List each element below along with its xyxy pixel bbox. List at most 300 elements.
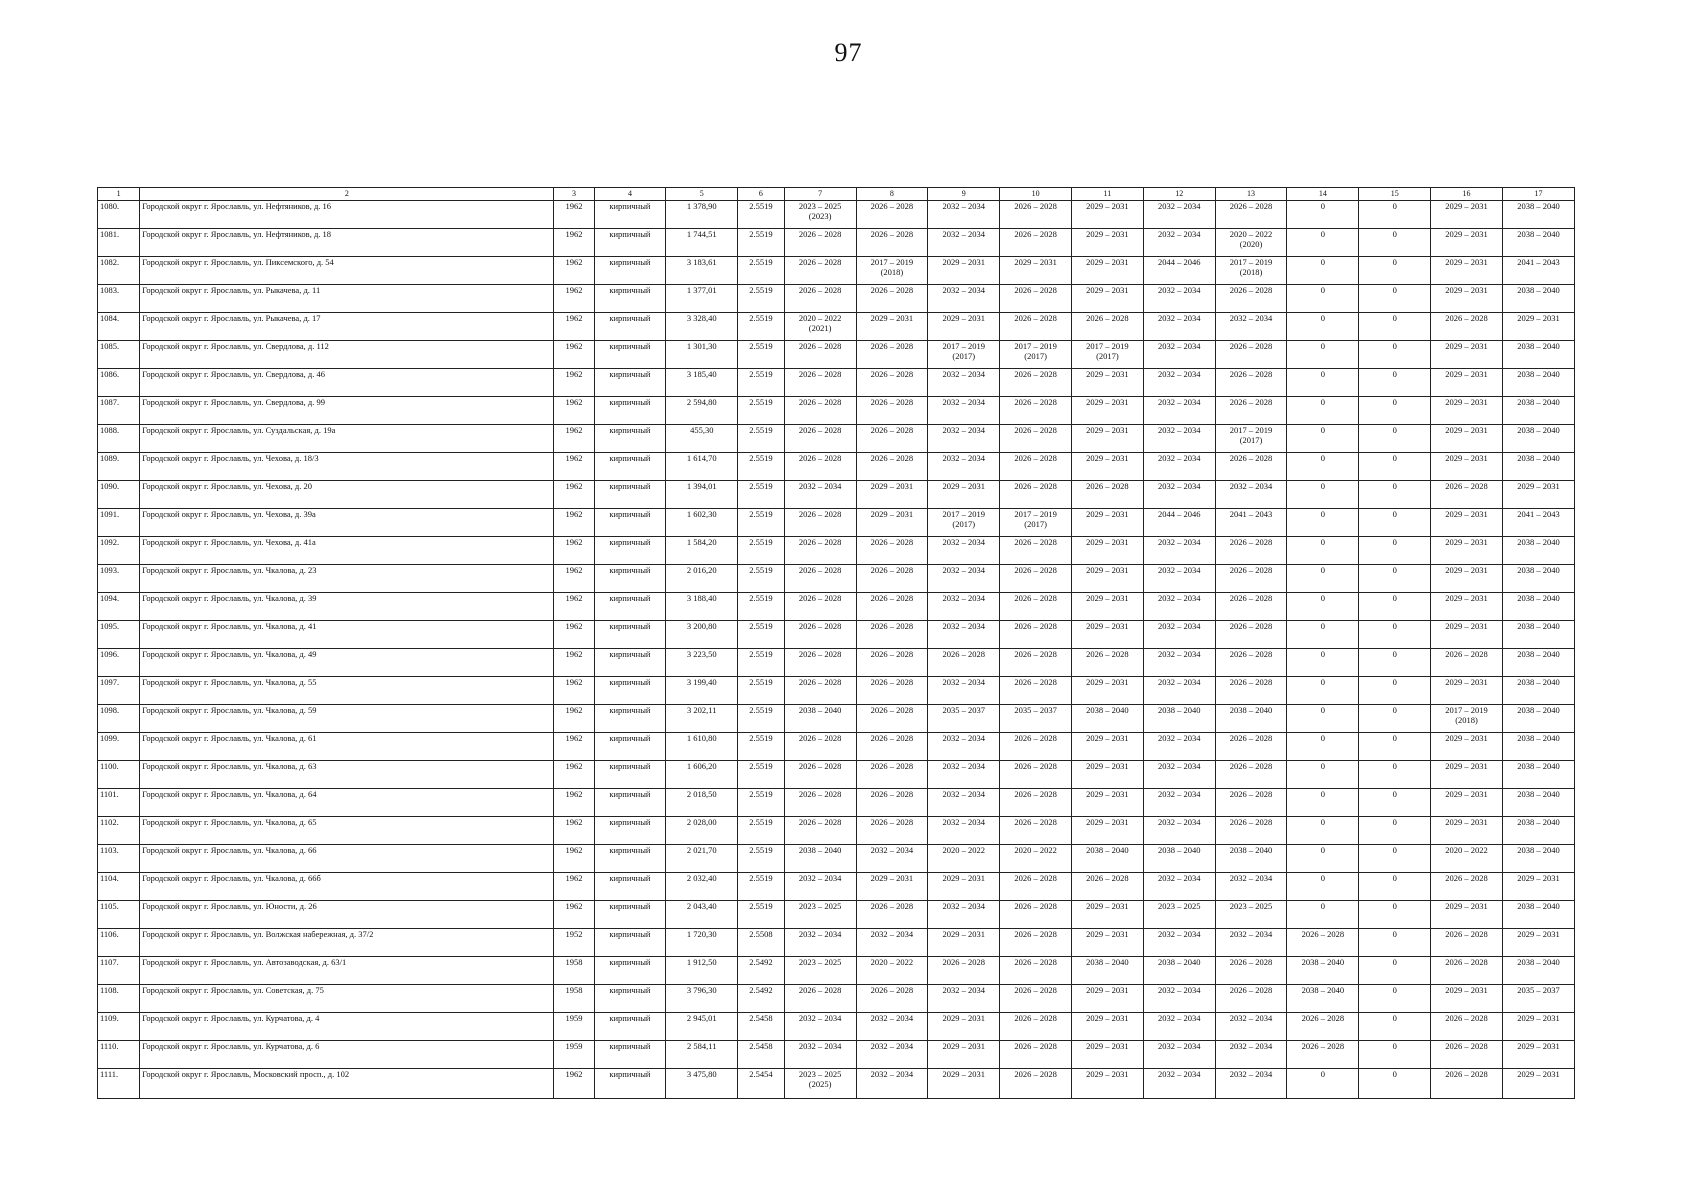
cell-period-11: 2026 – 2028 bbox=[1071, 873, 1143, 901]
cell-wall-material: кирпичный bbox=[594, 1041, 666, 1069]
cell-period-7: 2032 – 2034 bbox=[784, 1041, 856, 1069]
cell-period-17: 2038 – 2040 bbox=[1502, 957, 1574, 985]
cell-period-13: 2032 – 2034 bbox=[1215, 1069, 1287, 1099]
cell-period-17: 2038 – 2040 bbox=[1502, 901, 1574, 929]
column-header-11: 11 bbox=[1071, 188, 1143, 201]
cell-address: Городской округ г. Ярославль, ул. Советская, д. 75 bbox=[140, 985, 554, 1013]
cell-period-16: 2026 – 2028 bbox=[1431, 957, 1503, 985]
cell-period-11: 2038 – 2040 bbox=[1071, 957, 1143, 985]
cell-period-11: 2029 – 2031 bbox=[1071, 1013, 1143, 1041]
cell-period-14: 0 bbox=[1287, 761, 1359, 789]
cell-period-7: 2026 – 2028 bbox=[784, 341, 856, 369]
cell-period-8: 2026 – 2028 bbox=[856, 453, 928, 481]
cell-coefficient: 2.5519 bbox=[738, 285, 784, 313]
cell-period-7: 2023 – 2025 (2025) bbox=[784, 1069, 856, 1099]
cell-period-10: 2026 – 2028 bbox=[1000, 285, 1072, 313]
cell-area: 3 796,30 bbox=[666, 985, 738, 1013]
cell-period-10: 2026 – 2028 bbox=[1000, 901, 1072, 929]
cell-period-12: 2032 – 2034 bbox=[1143, 1013, 1215, 1041]
cell-period-13: 2017 – 2019 (2017) bbox=[1215, 425, 1287, 453]
cell-period-9: 2032 – 2034 bbox=[928, 789, 1000, 817]
table-row bbox=[98, 621, 1575, 649]
cell-period-14: 0 bbox=[1287, 369, 1359, 397]
cell-wall-material: кирпичный bbox=[594, 677, 666, 705]
cell-period-11: 2029 – 2031 bbox=[1071, 537, 1143, 565]
cell-year-built: 1952 bbox=[554, 929, 594, 957]
table-row bbox=[98, 705, 1575, 733]
cell-coefficient: 2.5519 bbox=[738, 621, 784, 649]
cell-period-9: 2029 – 2031 bbox=[928, 257, 1000, 285]
cell-row-number: 1092. bbox=[98, 537, 140, 565]
cell-period-10: 2026 – 2028 bbox=[1000, 649, 1072, 677]
cell-period-13: 2026 – 2028 bbox=[1215, 285, 1287, 313]
table-row bbox=[98, 537, 1575, 565]
cell-period-17: 2038 – 2040 bbox=[1502, 705, 1574, 733]
cell-year-built: 1962 bbox=[554, 285, 594, 313]
column-header-10: 10 bbox=[1000, 188, 1072, 201]
cell-period-16: 2029 – 2031 bbox=[1431, 453, 1503, 481]
cell-period-13: 2020 – 2022 (2020) bbox=[1215, 229, 1287, 257]
cell-period-16: 2029 – 2031 bbox=[1431, 537, 1503, 565]
cell-address: Городской округ г. Ярославль, ул. Чехова, д. 20 bbox=[140, 481, 554, 509]
cell-period-17: 2029 – 2031 bbox=[1502, 929, 1574, 957]
cell-period-7: 2026 – 2028 bbox=[784, 649, 856, 677]
cell-period-12: 2032 – 2034 bbox=[1143, 593, 1215, 621]
cell-period-12: 2044 – 2046 bbox=[1143, 257, 1215, 285]
cell-wall-material: кирпичный bbox=[594, 649, 666, 677]
cell-period-14: 0 bbox=[1287, 201, 1359, 229]
cell-period-12: 2032 – 2034 bbox=[1143, 397, 1215, 425]
cell-address: Городской округ г. Ярославль, ул. Чкалова, д. 39 bbox=[140, 593, 554, 621]
cell-period-12: 2032 – 2034 bbox=[1143, 425, 1215, 453]
cell-period-7: 2026 – 2028 bbox=[784, 985, 856, 1013]
cell-area: 1 744,51 bbox=[666, 229, 738, 257]
cell-coefficient: 2.5519 bbox=[738, 677, 784, 705]
cell-period-13: 2026 – 2028 bbox=[1215, 341, 1287, 369]
cell-period-9: 2032 – 2034 bbox=[928, 985, 1000, 1013]
cell-period-10: 2026 – 2028 bbox=[1000, 985, 1072, 1013]
cell-period-13: 2026 – 2028 bbox=[1215, 453, 1287, 481]
cell-coefficient: 2.5454 bbox=[738, 1069, 784, 1099]
cell-year-built: 1962 bbox=[554, 817, 594, 845]
cell-coefficient: 2.5519 bbox=[738, 733, 784, 761]
column-header-14: 14 bbox=[1287, 188, 1359, 201]
cell-area: 2 584,11 bbox=[666, 1041, 738, 1069]
cell-year-built: 1962 bbox=[554, 705, 594, 733]
cell-period-9: 2032 – 2034 bbox=[928, 565, 1000, 593]
cell-area: 1 602,30 bbox=[666, 509, 738, 537]
cell-period-12: 2032 – 2034 bbox=[1143, 761, 1215, 789]
cell-period-17: 2038 – 2040 bbox=[1502, 593, 1574, 621]
cell-period-11: 2029 – 2031 bbox=[1071, 425, 1143, 453]
cell-period-13: 2032 – 2034 bbox=[1215, 481, 1287, 509]
cell-period-7: 2026 – 2028 bbox=[784, 677, 856, 705]
cell-period-11: 2026 – 2028 bbox=[1071, 481, 1143, 509]
table-row bbox=[98, 817, 1575, 845]
cell-period-13: 2026 – 2028 bbox=[1215, 537, 1287, 565]
cell-period-17: 2029 – 2031 bbox=[1502, 313, 1574, 341]
cell-wall-material: кирпичный bbox=[594, 481, 666, 509]
cell-period-10: 2026 – 2028 bbox=[1000, 761, 1072, 789]
cell-period-16: 2026 – 2028 bbox=[1431, 313, 1503, 341]
table-row bbox=[98, 565, 1575, 593]
cell-period-8: 2032 – 2034 bbox=[856, 1069, 928, 1099]
column-header-5: 5 bbox=[666, 188, 738, 201]
cell-coefficient: 2.5519 bbox=[738, 817, 784, 845]
cell-row-number: 1081. bbox=[98, 229, 140, 257]
cell-period-10: 2026 – 2028 bbox=[1000, 733, 1072, 761]
cell-period-8: 2026 – 2028 bbox=[856, 341, 928, 369]
cell-period-12: 2032 – 2034 bbox=[1143, 537, 1215, 565]
cell-wall-material: кирпичный bbox=[594, 873, 666, 901]
cell-period-15: 0 bbox=[1359, 313, 1431, 341]
cell-row-number: 1108. bbox=[98, 985, 140, 1013]
cell-wall-material: кирпичный bbox=[594, 845, 666, 873]
column-header-8: 8 bbox=[856, 188, 928, 201]
cell-period-9: 2032 – 2034 bbox=[928, 453, 1000, 481]
cell-period-15: 0 bbox=[1359, 593, 1431, 621]
cell-period-7: 2026 – 2028 bbox=[784, 369, 856, 397]
cell-period-15: 0 bbox=[1359, 425, 1431, 453]
cell-period-12: 2023 – 2025 bbox=[1143, 901, 1215, 929]
cell-period-16: 2029 – 2031 bbox=[1431, 733, 1503, 761]
cell-period-8: 2026 – 2028 bbox=[856, 761, 928, 789]
table-row bbox=[98, 481, 1575, 509]
cell-row-number: 1090. bbox=[98, 481, 140, 509]
cell-period-7: 2026 – 2028 bbox=[784, 229, 856, 257]
cell-address: Городской округ г. Ярославль, ул. Автозаводская, д. 63/1 bbox=[140, 957, 554, 985]
cell-period-12: 2032 – 2034 bbox=[1143, 313, 1215, 341]
cell-period-11: 2029 – 2031 bbox=[1071, 285, 1143, 313]
cell-area: 1 584,20 bbox=[666, 537, 738, 565]
cell-period-9: 2032 – 2034 bbox=[928, 817, 1000, 845]
cell-period-14: 0 bbox=[1287, 621, 1359, 649]
cell-period-11: 2029 – 2031 bbox=[1071, 761, 1143, 789]
cell-period-8: 2026 – 2028 bbox=[856, 397, 928, 425]
cell-coefficient: 2.5519 bbox=[738, 649, 784, 677]
cell-wall-material: кирпичный bbox=[594, 285, 666, 313]
table-row bbox=[98, 285, 1575, 313]
cell-period-11: 2029 – 2031 bbox=[1071, 985, 1143, 1013]
cell-wall-material: кирпичный bbox=[594, 621, 666, 649]
cell-wall-material: кирпичный bbox=[594, 957, 666, 985]
cell-period-15: 0 bbox=[1359, 789, 1431, 817]
cell-period-11: 2026 – 2028 bbox=[1071, 313, 1143, 341]
cell-period-13: 2032 – 2034 bbox=[1215, 929, 1287, 957]
table-row bbox=[98, 957, 1575, 985]
cell-period-8: 2032 – 2034 bbox=[856, 1041, 928, 1069]
cell-wall-material: кирпичный bbox=[594, 537, 666, 565]
cell-period-15: 0 bbox=[1359, 369, 1431, 397]
cell-period-13: 2017 – 2019 (2018) bbox=[1215, 257, 1287, 285]
cell-period-10: 2020 – 2022 bbox=[1000, 845, 1072, 873]
cell-period-12: 2032 – 2034 bbox=[1143, 677, 1215, 705]
cell-coefficient: 2.5519 bbox=[738, 257, 784, 285]
cell-period-17: 2038 – 2040 bbox=[1502, 369, 1574, 397]
cell-period-17: 2038 – 2040 bbox=[1502, 649, 1574, 677]
table-row bbox=[98, 509, 1575, 537]
cell-period-13: 2026 – 2028 bbox=[1215, 397, 1287, 425]
cell-period-16: 2017 – 2019 (2018) bbox=[1431, 705, 1503, 733]
cell-period-17: 2038 – 2040 bbox=[1502, 537, 1574, 565]
cell-area: 3 188,40 bbox=[666, 593, 738, 621]
cell-period-7: 2023 – 2025 bbox=[784, 901, 856, 929]
cell-period-11: 2029 – 2031 bbox=[1071, 929, 1143, 957]
cell-period-15: 0 bbox=[1359, 481, 1431, 509]
cell-period-12: 2032 – 2034 bbox=[1143, 789, 1215, 817]
cell-row-number: 1088. bbox=[98, 425, 140, 453]
cell-period-16: 2029 – 2031 bbox=[1431, 509, 1503, 537]
cell-period-11: 2029 – 2031 bbox=[1071, 593, 1143, 621]
cell-period-7: 2038 – 2040 bbox=[784, 705, 856, 733]
cell-area: 2 016,20 bbox=[666, 565, 738, 593]
cell-period-10: 2026 – 2028 bbox=[1000, 789, 1072, 817]
column-header-6: 6 bbox=[738, 188, 784, 201]
cell-period-8: 2026 – 2028 bbox=[856, 649, 928, 677]
cell-period-11: 2038 – 2040 bbox=[1071, 705, 1143, 733]
cell-address: Городской округ г. Ярославль, ул. Свердлова, д. 112 bbox=[140, 341, 554, 369]
table-row bbox=[98, 929, 1575, 957]
cell-wall-material: кирпичный bbox=[594, 985, 666, 1013]
cell-period-16: 2029 – 2031 bbox=[1431, 901, 1503, 929]
cell-row-number: 1111. bbox=[98, 1069, 140, 1099]
cell-period-12: 2032 – 2034 bbox=[1143, 1041, 1215, 1069]
cell-period-7: 2026 – 2028 bbox=[784, 397, 856, 425]
cell-address: Городской округ г. Ярославль, ул. Нефтяников, д. 18 bbox=[140, 229, 554, 257]
cell-year-built: 1962 bbox=[554, 901, 594, 929]
cell-wall-material: кирпичный bbox=[594, 817, 666, 845]
cell-period-17: 2041 – 2043 bbox=[1502, 257, 1574, 285]
table-row bbox=[98, 1069, 1575, 1099]
cell-period-12: 2032 – 2034 bbox=[1143, 817, 1215, 845]
cell-area: 3 200,80 bbox=[666, 621, 738, 649]
cell-coefficient: 2.5519 bbox=[738, 845, 784, 873]
cell-period-17: 2029 – 2031 bbox=[1502, 873, 1574, 901]
cell-period-9: 2032 – 2034 bbox=[928, 593, 1000, 621]
cell-year-built: 1962 bbox=[554, 873, 594, 901]
cell-coefficient: 2.5519 bbox=[738, 509, 784, 537]
cell-period-15: 0 bbox=[1359, 621, 1431, 649]
cell-year-built: 1962 bbox=[554, 341, 594, 369]
cell-address: Городской округ г. Ярославль, ул. Свердлова, д. 99 bbox=[140, 397, 554, 425]
cell-area: 1 720,30 bbox=[666, 929, 738, 957]
cell-period-9: 2032 – 2034 bbox=[928, 537, 1000, 565]
cell-row-number: 1080. bbox=[98, 201, 140, 229]
cell-row-number: 1105. bbox=[98, 901, 140, 929]
cell-address: Городской округ г. Ярославль, ул. Курчатова, д. 6 bbox=[140, 1041, 554, 1069]
cell-period-7: 2020 – 2022 (2021) bbox=[784, 313, 856, 341]
column-header-9: 9 bbox=[928, 188, 1000, 201]
cell-period-13: 2032 – 2034 bbox=[1215, 313, 1287, 341]
cell-period-12: 2032 – 2034 bbox=[1143, 565, 1215, 593]
cell-period-9: 2032 – 2034 bbox=[928, 733, 1000, 761]
cell-coefficient: 2.5519 bbox=[738, 565, 784, 593]
cell-period-13: 2041 – 2043 bbox=[1215, 509, 1287, 537]
cell-period-17: 2038 – 2040 bbox=[1502, 761, 1574, 789]
column-header-7: 7 bbox=[784, 188, 856, 201]
cell-period-13: 2026 – 2028 bbox=[1215, 369, 1287, 397]
cell-coefficient: 2.5519 bbox=[738, 229, 784, 257]
cell-period-16: 2029 – 2031 bbox=[1431, 257, 1503, 285]
cell-row-number: 1101. bbox=[98, 789, 140, 817]
cell-period-16: 2029 – 2031 bbox=[1431, 341, 1503, 369]
cell-period-11: 2029 – 2031 bbox=[1071, 565, 1143, 593]
cell-period-17: 2038 – 2040 bbox=[1502, 453, 1574, 481]
cell-period-15: 0 bbox=[1359, 397, 1431, 425]
cell-period-13: 2026 – 2028 bbox=[1215, 761, 1287, 789]
cell-address: Городской округ г. Ярославль, ул. Волжская набережная, д. 37/2 bbox=[140, 929, 554, 957]
cell-period-12: 2032 – 2034 bbox=[1143, 621, 1215, 649]
cell-period-16: 2029 – 2031 bbox=[1431, 985, 1503, 1013]
cell-period-14: 0 bbox=[1287, 341, 1359, 369]
cell-period-9: 2029 – 2031 bbox=[928, 313, 1000, 341]
cell-area: 2 028,00 bbox=[666, 817, 738, 845]
cell-period-17: 2029 – 2031 bbox=[1502, 1069, 1574, 1099]
cell-period-13: 2026 – 2028 bbox=[1215, 649, 1287, 677]
cell-year-built: 1962 bbox=[554, 789, 594, 817]
table-row bbox=[98, 649, 1575, 677]
cell-period-7: 2032 – 2034 bbox=[784, 1013, 856, 1041]
cell-coefficient: 2.5519 bbox=[738, 537, 784, 565]
cell-period-11: 2029 – 2031 bbox=[1071, 733, 1143, 761]
cell-address: Городской округ г. Ярославль, ул. Рыкачева, д. 11 bbox=[140, 285, 554, 313]
cell-period-13: 2026 – 2028 bbox=[1215, 733, 1287, 761]
cell-wall-material: кирпичный bbox=[594, 593, 666, 621]
cell-row-number: 1103. bbox=[98, 845, 140, 873]
table-row bbox=[98, 901, 1575, 929]
cell-period-15: 0 bbox=[1359, 229, 1431, 257]
cell-period-14: 0 bbox=[1287, 313, 1359, 341]
cell-coefficient: 2.5519 bbox=[738, 313, 784, 341]
cell-wall-material: кирпичный bbox=[594, 565, 666, 593]
cell-period-8: 2029 – 2031 bbox=[856, 873, 928, 901]
cell-period-8: 2026 – 2028 bbox=[856, 677, 928, 705]
cell-period-14: 0 bbox=[1287, 397, 1359, 425]
cell-period-7: 2026 – 2028 bbox=[784, 593, 856, 621]
cell-row-number: 1104. bbox=[98, 873, 140, 901]
cell-year-built: 1962 bbox=[554, 1069, 594, 1099]
cell-coefficient: 2.5519 bbox=[738, 593, 784, 621]
cell-coefficient: 2.5458 bbox=[738, 1013, 784, 1041]
column-number-header-row bbox=[98, 188, 1575, 201]
cell-year-built: 1962 bbox=[554, 565, 594, 593]
cell-period-9: 2032 – 2034 bbox=[928, 397, 1000, 425]
cell-area: 2 018,50 bbox=[666, 789, 738, 817]
cell-period-12: 2032 – 2034 bbox=[1143, 1069, 1215, 1099]
cell-period-17: 2038 – 2040 bbox=[1502, 817, 1574, 845]
cell-coefficient: 2.5519 bbox=[738, 201, 784, 229]
cell-area: 2 021,70 bbox=[666, 845, 738, 873]
cell-row-number: 1100. bbox=[98, 761, 140, 789]
cell-period-8: 2026 – 2028 bbox=[856, 817, 928, 845]
cell-period-12: 2032 – 2034 bbox=[1143, 229, 1215, 257]
cell-period-10: 2026 – 2028 bbox=[1000, 677, 1072, 705]
cell-area: 1 610,80 bbox=[666, 733, 738, 761]
cell-address: Городской округ г. Ярославль, ул. Рыкачева, д. 17 bbox=[140, 313, 554, 341]
cell-period-8: 2026 – 2028 bbox=[856, 285, 928, 313]
cell-period-7: 2038 – 2040 bbox=[784, 845, 856, 873]
cell-period-10: 2026 – 2028 bbox=[1000, 397, 1072, 425]
cell-period-10: 2026 – 2028 bbox=[1000, 537, 1072, 565]
cell-period-7: 2026 – 2028 bbox=[784, 789, 856, 817]
cell-period-14: 2038 – 2040 bbox=[1287, 957, 1359, 985]
housing-registry-table bbox=[97, 187, 1575, 1099]
cell-period-8: 2032 – 2034 bbox=[856, 929, 928, 957]
cell-period-10: 2026 – 2028 bbox=[1000, 481, 1072, 509]
cell-period-16: 2029 – 2031 bbox=[1431, 677, 1503, 705]
cell-period-8: 2026 – 2028 bbox=[856, 201, 928, 229]
cell-period-15: 0 bbox=[1359, 985, 1431, 1013]
cell-area: 455,30 bbox=[666, 425, 738, 453]
cell-period-17: 2038 – 2040 bbox=[1502, 565, 1574, 593]
cell-period-15: 0 bbox=[1359, 929, 1431, 957]
cell-row-number: 1085. bbox=[98, 341, 140, 369]
cell-period-14: 0 bbox=[1287, 453, 1359, 481]
cell-period-16: 2029 – 2031 bbox=[1431, 761, 1503, 789]
cell-period-10: 2026 – 2028 bbox=[1000, 369, 1072, 397]
cell-wall-material: кирпичный bbox=[594, 901, 666, 929]
cell-period-13: 2026 – 2028 bbox=[1215, 677, 1287, 705]
cell-period-15: 0 bbox=[1359, 537, 1431, 565]
cell-period-8: 2026 – 2028 bbox=[856, 537, 928, 565]
cell-year-built: 1962 bbox=[554, 369, 594, 397]
cell-row-number: 1083. bbox=[98, 285, 140, 313]
cell-period-14: 0 bbox=[1287, 481, 1359, 509]
table-row bbox=[98, 985, 1575, 1013]
cell-period-11: 2029 – 2031 bbox=[1071, 621, 1143, 649]
cell-period-14: 0 bbox=[1287, 257, 1359, 285]
cell-address: Городской округ г. Ярославль, ул. Юности, д. 26 bbox=[140, 901, 554, 929]
cell-period-15: 0 bbox=[1359, 257, 1431, 285]
cell-period-15: 0 bbox=[1359, 1041, 1431, 1069]
table-row bbox=[98, 425, 1575, 453]
column-header-2: 2 bbox=[140, 188, 554, 201]
cell-period-10: 2029 – 2031 bbox=[1000, 257, 1072, 285]
cell-period-10: 2026 – 2028 bbox=[1000, 593, 1072, 621]
cell-period-7: 2026 – 2028 bbox=[784, 285, 856, 313]
column-header-4: 4 bbox=[594, 188, 666, 201]
cell-year-built: 1962 bbox=[554, 425, 594, 453]
cell-period-9: 2032 – 2034 bbox=[928, 285, 1000, 313]
cell-period-14: 0 bbox=[1287, 845, 1359, 873]
cell-period-16: 2029 – 2031 bbox=[1431, 397, 1503, 425]
cell-period-17: 2038 – 2040 bbox=[1502, 621, 1574, 649]
cell-row-number: 1106. bbox=[98, 929, 140, 957]
cell-period-14: 0 bbox=[1287, 537, 1359, 565]
table-row bbox=[98, 453, 1575, 481]
cell-address: Городской округ г. Ярославль, ул. Суздальская, д. 19а bbox=[140, 425, 554, 453]
cell-period-12: 2032 – 2034 bbox=[1143, 285, 1215, 313]
cell-period-14: 2038 – 2040 bbox=[1287, 985, 1359, 1013]
cell-address: Городской округ г. Ярославль, ул. Чкалова, д. 61 bbox=[140, 733, 554, 761]
cell-period-16: 2026 – 2028 bbox=[1431, 481, 1503, 509]
cell-period-10: 2026 – 2028 bbox=[1000, 425, 1072, 453]
cell-period-17: 2038 – 2040 bbox=[1502, 733, 1574, 761]
cell-period-10: 2026 – 2028 bbox=[1000, 817, 1072, 845]
cell-area: 1 606,20 bbox=[666, 761, 738, 789]
cell-year-built: 1962 bbox=[554, 313, 594, 341]
cell-wall-material: кирпичный bbox=[594, 733, 666, 761]
cell-row-number: 1093. bbox=[98, 565, 140, 593]
cell-year-built: 1962 bbox=[554, 593, 594, 621]
cell-period-7: 2032 – 2034 bbox=[784, 929, 856, 957]
cell-period-17: 2038 – 2040 bbox=[1502, 201, 1574, 229]
cell-period-15: 0 bbox=[1359, 649, 1431, 677]
cell-period-10: 2026 – 2028 bbox=[1000, 873, 1072, 901]
cell-coefficient: 2.5492 bbox=[738, 985, 784, 1013]
cell-period-11: 2029 – 2031 bbox=[1071, 1069, 1143, 1099]
cell-period-16: 2029 – 2031 bbox=[1431, 425, 1503, 453]
